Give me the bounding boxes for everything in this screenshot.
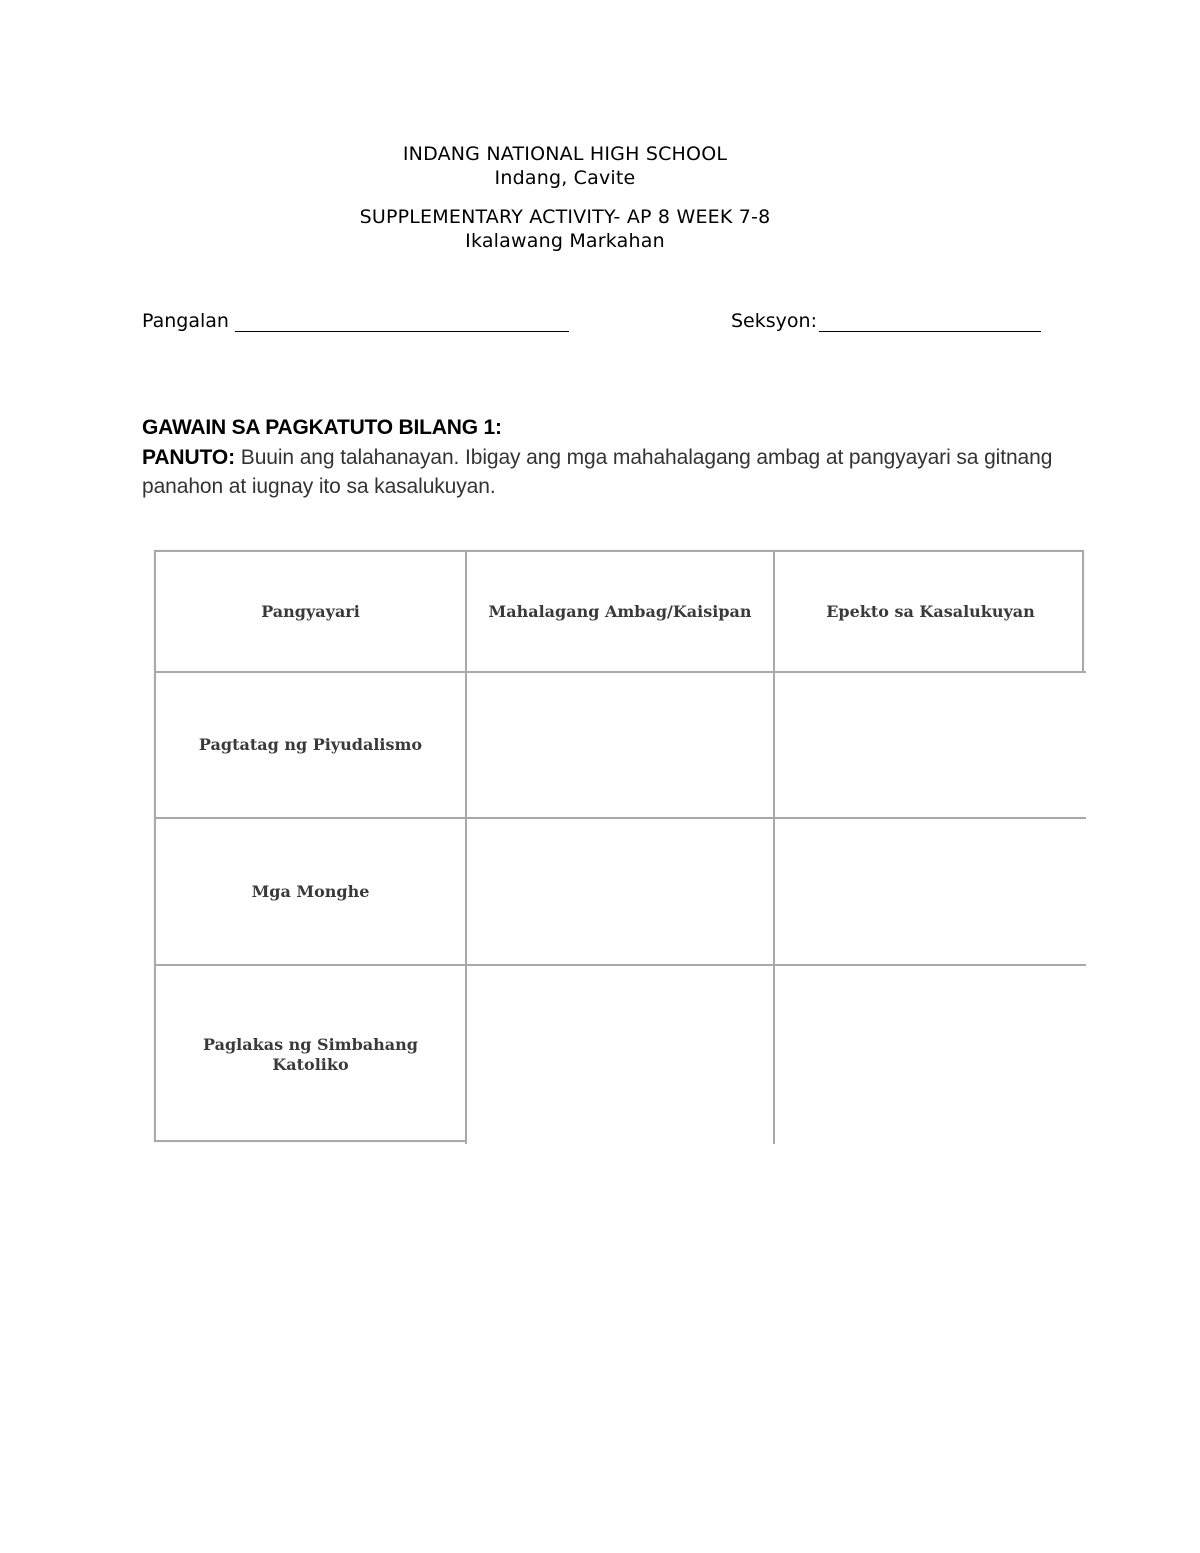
- instructions: [142, 443, 1072, 501]
- section-field: [731, 310, 1041, 332]
- table-row: [156, 672, 1086, 818]
- school-name: INDANG NATIONAL HIGH SCHOOL: [402, 143, 728, 165]
- quarter-label: Ikalawang Markahan: [465, 230, 665, 252]
- table-row: [156, 965, 1086, 1144]
- column-header: Mahalagang Ambag/Kaisipan: [466, 552, 774, 672]
- contribution-cell[interactable]: [466, 672, 774, 818]
- name-field: [142, 310, 569, 332]
- activity-heading: GAWAIN SA PAGKATUTO BILANG 1:: [142, 416, 502, 439]
- name-blank-line[interactable]: [235, 311, 569, 332]
- name-label: Pangalan: [142, 310, 229, 332]
- effect-cell[interactable]: [774, 818, 1086, 965]
- activity-title: SUPPLEMENTARY ACTIVITY- AP 8 WEEK 7-8: [359, 206, 771, 228]
- effect-cell[interactable]: [774, 965, 1086, 1144]
- instruction-label: PANUTO:: [142, 446, 236, 469]
- event-cell: Mga Monghe: [156, 818, 466, 965]
- event-cell: Pagtatag ng Piyudalismo: [156, 672, 466, 818]
- section-blank-line[interactable]: [819, 311, 1041, 332]
- contribution-cell[interactable]: [466, 818, 774, 965]
- column-header: Pangyayari: [156, 552, 466, 672]
- activity-table: [154, 550, 1084, 1142]
- table-header-row: [156, 552, 1086, 672]
- effect-cell[interactable]: [774, 672, 1086, 818]
- section-label: Seksyon:: [731, 310, 817, 332]
- table-row: [156, 818, 1086, 965]
- school-location: Indang, Cavite: [494, 167, 636, 189]
- instruction-text: Buuin ang talahanayan. Ibigay ang mga mahahalagang ambag at pangyayari sa gitnang panahon at iugnay ito sa kasalukuyan.: [142, 446, 1053, 498]
- column-header: Epekto sa Kasalukuyan: [774, 552, 1086, 672]
- event-cell: Paglakas ng Simbahang Katoliko: [156, 965, 466, 1144]
- contribution-cell[interactable]: [466, 965, 774, 1144]
